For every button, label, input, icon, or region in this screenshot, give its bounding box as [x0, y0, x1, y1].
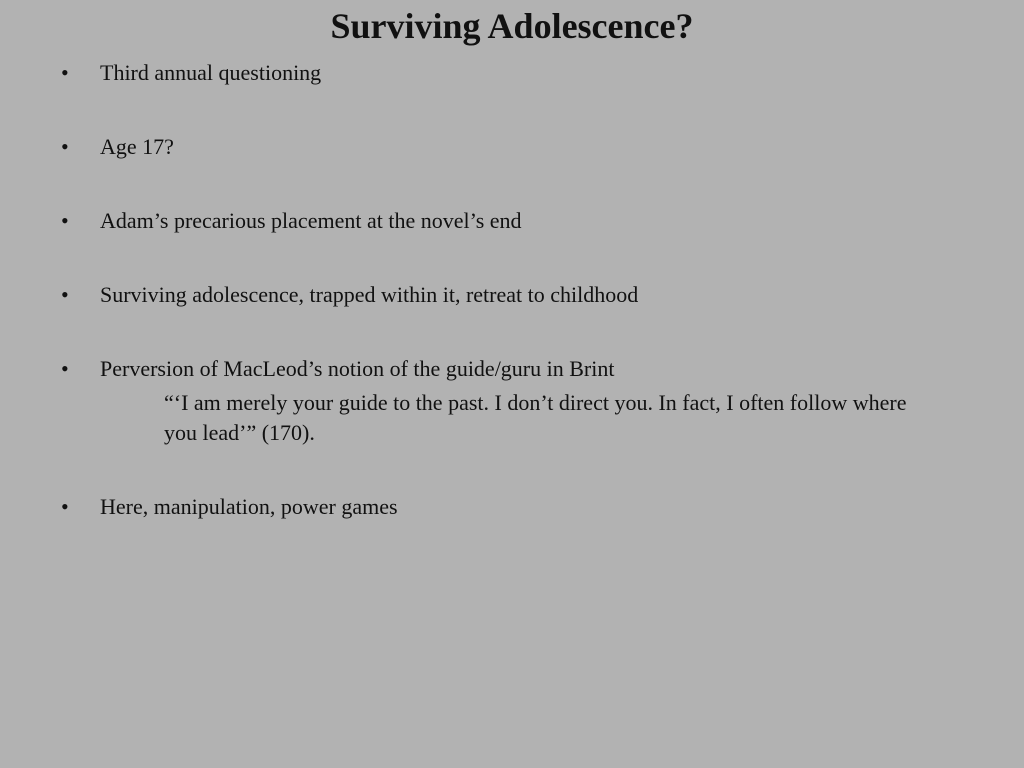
- bullet-dot: •: [61, 356, 69, 381]
- bullet-text: Age 17?: [100, 134, 174, 159]
- bullet-dot: •: [61, 282, 69, 307]
- bullet-item: [0, 58, 960, 88]
- bullet-dot: •: [61, 208, 69, 233]
- bullet-text: Perversion of MacLeod’s notion of the guide/guru in Brint: [100, 356, 615, 381]
- bullet-item: [0, 354, 960, 448]
- bullet-text: Surviving adolescence, trapped within it, retreat to childhood: [100, 282, 639, 307]
- bullet-text: Third annual questioning: [100, 60, 322, 85]
- bullet-text: Here, manipulation, power games: [100, 494, 398, 519]
- bullet-item: [0, 280, 960, 310]
- bullet-item: [0, 492, 960, 522]
- slide-title: Surviving Adolescence?: [330, 6, 694, 46]
- bullet-list: [0, 58, 1024, 566]
- bullet-dot: •: [61, 494, 69, 519]
- bullet-dot: •: [61, 134, 69, 159]
- bullet-text: Adam’s precarious placement at the novel’s end: [100, 208, 522, 233]
- bullet-dot: •: [61, 60, 69, 85]
- bullet-item: [0, 132, 960, 162]
- block-quote: “‘I am merely your guide to the past. I don’t direct you. In fact, I often follow where you lead’” (170).: [164, 390, 907, 445]
- bullet-item: [0, 206, 960, 236]
